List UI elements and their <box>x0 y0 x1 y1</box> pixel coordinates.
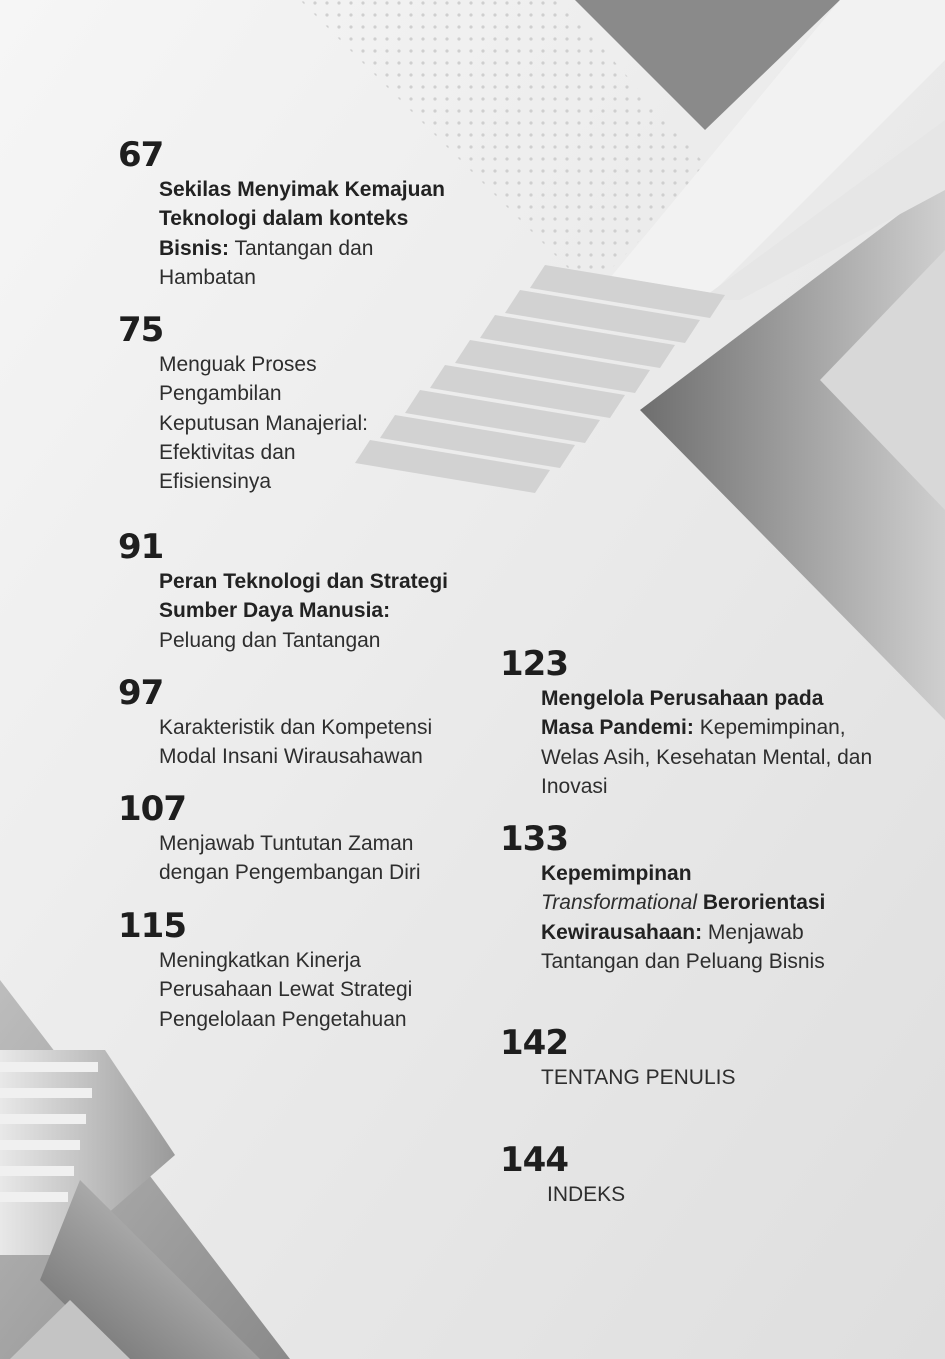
chapter-title <box>541 859 880 976</box>
toc-entry-75[interactable] <box>118 312 383 496</box>
page-number: 133 <box>500 819 568 859</box>
page-number: 115 <box>118 906 186 946</box>
page-number: 123 <box>500 644 568 684</box>
chapter-title <box>541 684 880 801</box>
page-number: 91 <box>118 527 164 567</box>
chapter-title: Meningkatkan Kinerja Perusahaan Lewat Strategi Pengelolaan Pengetahuan <box>159 949 413 1031</box>
chapter-title-rest: Tantangan dan Hambatan <box>159 236 374 289</box>
page-number: 107 <box>118 789 186 829</box>
toc-entry-142[interactable] <box>500 1025 880 1092</box>
toc-entry-67[interactable] <box>118 137 463 292</box>
page-number: 67 <box>118 135 164 175</box>
page-number: 75 <box>118 310 164 350</box>
chapter-title-italic: Transformational <box>541 891 698 915</box>
toc-entry-144[interactable] <box>500 1142 880 1209</box>
toc-entry-107[interactable] <box>118 791 463 888</box>
chapter-title-rest: Peluang dan Tantangan <box>159 628 381 652</box>
chapter-title-bold: Kepemimpinan <box>541 862 692 885</box>
chapter-title-bold: Sekilas Menyimak Kemajuan Teknologi dalam konteks Bisnis: <box>159 178 445 260</box>
toc-entry-115[interactable] <box>118 908 463 1034</box>
chapter-title-rest: Menjawab Tantangan dan Peluang Bisnis <box>541 920 825 973</box>
chapter-title <box>159 175 463 292</box>
toc-entry-133[interactable] <box>500 821 880 976</box>
toc-entry-97[interactable] <box>118 675 463 772</box>
toc-entry-123[interactable] <box>500 646 880 801</box>
page-number: 142 <box>500 1023 568 1063</box>
chapter-title: Karakteristik dan Kompetensi Modal Insani Wirausahawan <box>159 716 433 769</box>
chapter-title: Menguak Proses Pengambilan Keputusan Manajerial: Efektivitas dan Efisiensinya <box>159 353 368 494</box>
chapter-title <box>159 567 463 655</box>
toc-entry-91[interactable] <box>118 529 463 655</box>
chapter-title: INDEKS <box>547 1183 626 1206</box>
page-number: 144 <box>500 1140 568 1180</box>
chapter-title-bold: Peran Teknologi dan Strategi Sumber Daya Manusia: <box>159 570 448 623</box>
page-number: 97 <box>118 673 164 713</box>
chapter-title-bold-2: Berorientasi Kewirausahaan: <box>541 891 826 944</box>
chapter-title: Menjawab Tuntutan Zaman dengan Pengembangan Diri <box>159 832 421 885</box>
chapter-title-rest: Kepemimpinan, Welas Asih, Kesehatan Mental, dan Inovasi <box>541 716 873 798</box>
chapter-title: TENTANG PENULIS <box>541 1066 736 1089</box>
chapter-title-bold: Mengelola Perusahaan pada Masa Pandemi: <box>541 687 824 740</box>
